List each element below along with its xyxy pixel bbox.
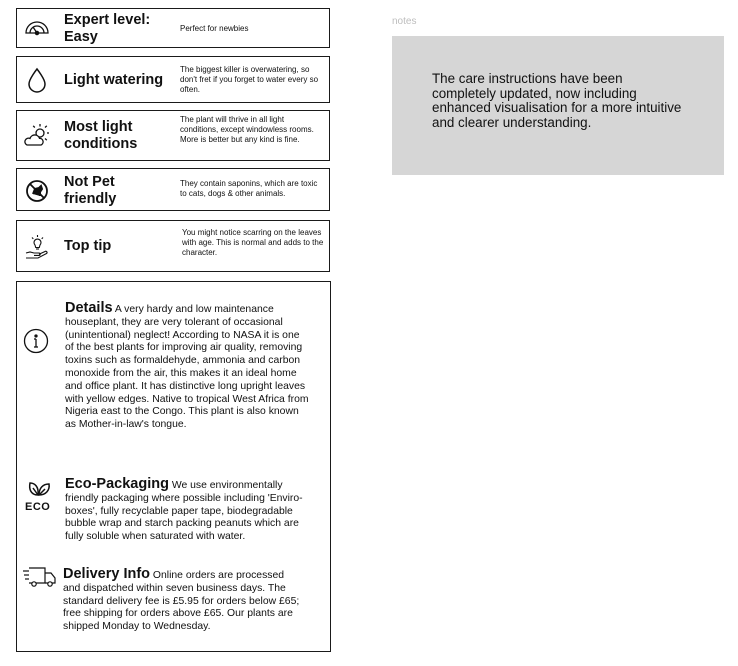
no-pets-icon — [24, 178, 50, 204]
notes-label: notes — [392, 16, 417, 27]
care-card-pets — [16, 168, 330, 211]
details-text: A very hardy and low maintenance houseplant, they are very tolerant of occasional (unintentional) neglect! According to NASA it is one of the best plants for improving air quality, removing toxins such as formaldehyde, ammonia and carbon monoxide from the air, this makes it an ideal home and office plant. It has distinctive long upright leaves with yellow edges. Native to tropical West Africa from Nigeria east to the Congo. This plant is also known as Mother-in-law's tongue. — [65, 304, 309, 431]
sun-cloud-icon — [24, 123, 50, 149]
card-description: You might notice scarring on the leaves with age. This is normal and adds to the character. — [182, 228, 324, 257]
card-description: Perfect for newbies — [180, 24, 249, 33]
notes-text: The care instructions have been completely updated, now including enhanced visualisation for a more intuitive and clearer understanding. — [432, 71, 682, 130]
delivery-section — [63, 568, 303, 634]
eco-section — [65, 478, 310, 544]
delivery-truck-icon — [23, 566, 57, 588]
delivery-text: Online orders are processed and dispatched within seven business days. The standard delivery fee is £5.95 for orders below £65; free shipping for orders above £65. Our plants are shipped Monday to Wednesday. — [63, 570, 300, 633]
care-card-light — [16, 110, 330, 161]
lightbulb-hand-icon — [24, 234, 50, 260]
info-icon — [23, 328, 49, 354]
eco-icon — [24, 479, 54, 513]
water-drop-icon — [24, 67, 50, 93]
info-panel — [16, 281, 331, 652]
eco-heading: Eco-Packaging — [65, 476, 169, 492]
care-card-top-tip — [16, 220, 330, 272]
details-heading: Details — [65, 300, 113, 316]
care-card-expert-level — [16, 8, 330, 48]
care-card-watering — [16, 56, 330, 103]
details-section — [65, 302, 310, 432]
card-description: They contain saponins, which are toxic to cats, dogs & other animals. — [180, 179, 318, 198]
card-title: Expert level: Easy — [64, 12, 151, 45]
card-title: Light watering — [64, 72, 164, 88]
card-description: The plant will thrive in all light conditions, except windowless rooms. More is better but any kind is fine. — [180, 115, 314, 144]
card-description: The biggest killer is overwatering, so don't fret if you forget to water every so often. — [180, 65, 319, 94]
delivery-heading: Delivery Info — [63, 566, 151, 582]
eco-badge: ECO — [25, 501, 51, 513]
notes-box — [392, 36, 724, 175]
eco-text: We use environmentally friendly packaging where possible including 'Enviro-boxes', fully recyclable paper tape, biodegradable bubble wrap and starch packing peanuts which are fully soluble when saturated with water. — [65, 480, 303, 543]
card-title: Top tip — [64, 238, 112, 254]
gauge-icon — [24, 15, 50, 41]
card-title: Not Pet friendly — [64, 174, 117, 207]
card-title: Most light conditions — [64, 119, 138, 152]
